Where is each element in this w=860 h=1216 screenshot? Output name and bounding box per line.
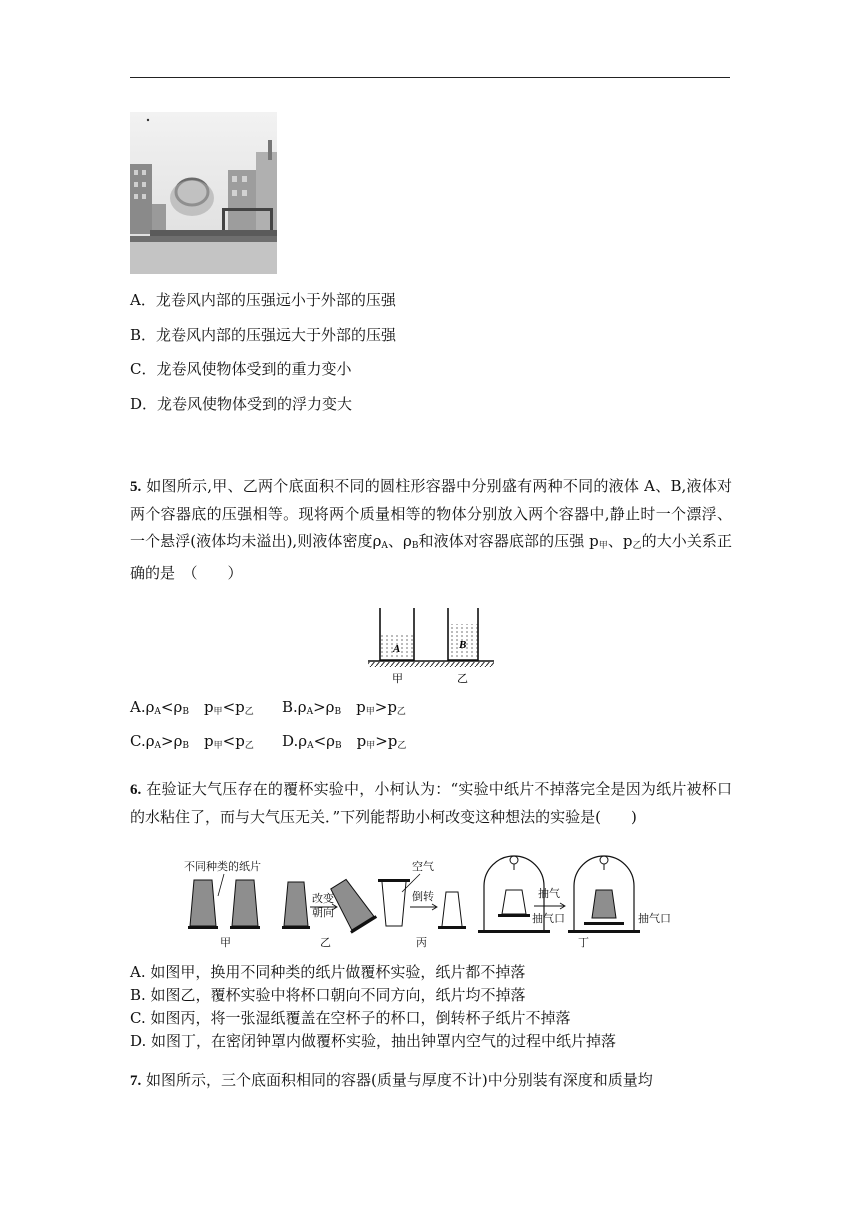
invert-label: 倒转 bbox=[412, 890, 434, 903]
q5-number: 5. bbox=[130, 479, 142, 495]
q7-stem: 7. 如图所示，三个底面积相同的容器(质量与厚度不计)中分别装有深度和质量均 bbox=[130, 1071, 653, 1089]
q4-option-d: D．龙卷风使物体受到的浮力变大 bbox=[130, 395, 353, 413]
q5-option-a: $A.\rho_A<\rho_B$ $p_甲<p_乙$ bbox=[130, 698, 254, 717]
pump-label-1: 抽气 bbox=[538, 887, 560, 900]
q7-number: 7. bbox=[130, 1073, 142, 1089]
air-label: 空气 bbox=[412, 860, 434, 873]
caption-bing: 丙 bbox=[416, 936, 427, 949]
q6-option-b: B. 如图乙，覆杯实验中将杯口朝向不同方向，纸片均不掉落 bbox=[130, 986, 526, 1004]
q6-option-c: C. 如图丙，将一张湿纸覆盖在空杯子的杯口，倒转杯子纸片不掉落 bbox=[130, 1009, 571, 1027]
label-a: A bbox=[393, 643, 401, 655]
pump-label-2: 抽气口 bbox=[532, 912, 565, 925]
q6-option-a: A. 如图甲，换用不同种类的纸片做覆杯实验，纸片都不掉落 bbox=[130, 963, 526, 981]
q5-stem: 5. 如图所示,甲、乙两个底面积不同的圆柱形容器中分别盛有两种不同的液体 A、B,液体对两个容器底的压强相等。现将两个质量相等的物体分别放入两个容器中,静止时一个漂浮、一个悬浮(液体均未溢出),则液体密度$\rho_A$、$\rho_B$和液体对容器底部的压强 $p_甲$、$p_乙$的大小关系正确的是 （ ） bbox=[130, 477, 732, 582]
change-2: 朝向 bbox=[312, 906, 334, 919]
q5-figure bbox=[366, 606, 498, 688]
q4-option-c: C．龙卷风使物体受到的重力变小 bbox=[130, 360, 352, 378]
caption-ding: 丁 bbox=[578, 936, 589, 949]
paper-label: 不同种类的纸片 bbox=[184, 860, 261, 873]
q6-figure bbox=[180, 852, 690, 952]
label-b: B bbox=[459, 639, 467, 651]
header-rule bbox=[130, 77, 730, 78]
change-1: 改变 bbox=[312, 892, 334, 905]
q5-option-b: $B.\rho_A>\rho_B$ $p_甲>p_乙$ bbox=[282, 698, 406, 717]
q6-stem: 6. 在验证大气压存在的覆杯实验中，小柯认为：“实验中纸片不掉落完全是因为纸片被杯口的水粘住了，而与大气压无关．”下列能帮助小柯改变这种想法的实验是( ) bbox=[130, 780, 732, 826]
q5-option-d: $D.\rho_A<\rho_B$ $p_甲>p_乙$ bbox=[282, 732, 407, 751]
q6-option-d: D. 如图丁，在密闭钟罩内做覆杯实验，抽出钟罩内空气的过程中纸片掉落 bbox=[130, 1032, 617, 1050]
tornado-photo bbox=[130, 112, 277, 274]
q4-option-b: B．龙卷风内部的压强远大于外部的压强 bbox=[130, 326, 397, 344]
q5-option-c: $C.\rho_A>\rho_B$ $p_甲<p_乙$ bbox=[130, 732, 254, 751]
q6-number: 6. bbox=[130, 782, 142, 798]
caption-yi: 乙 bbox=[457, 672, 468, 685]
caption-yi: 乙 bbox=[320, 936, 331, 949]
caption-jia: 甲 bbox=[392, 672, 403, 685]
q4-option-a: A．龙卷风内部的压强远小于外部的压强 bbox=[130, 291, 396, 309]
caption-jia: 甲 bbox=[220, 936, 231, 949]
pump-label-3: 抽气口 bbox=[638, 912, 671, 925]
